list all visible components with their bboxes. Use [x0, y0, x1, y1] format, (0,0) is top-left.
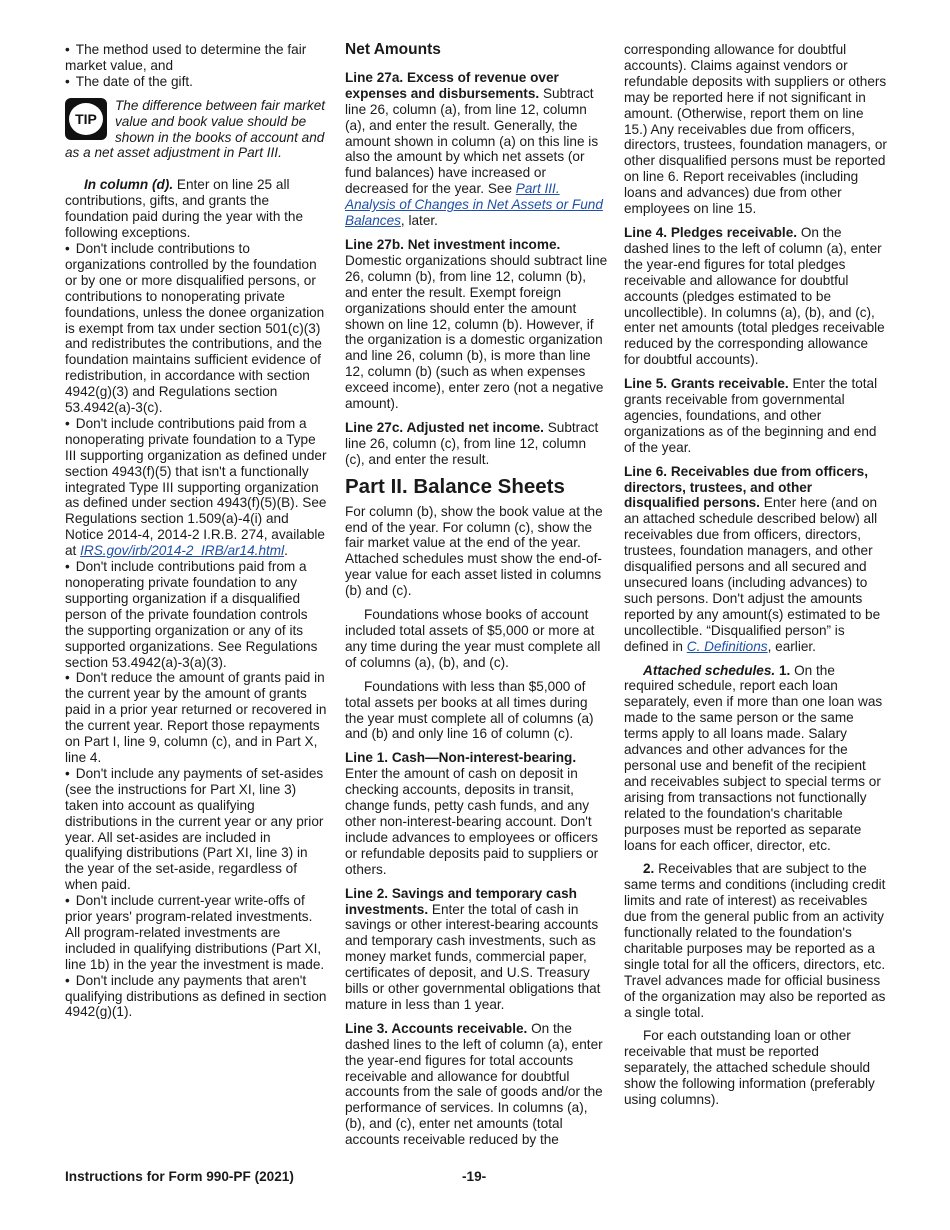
line-27c-paragraph — [345, 420, 608, 468]
attached-schedules-label: Attached schedules. — [643, 662, 776, 678]
line-27c-heading: Line 27c. Adjusted net income. — [345, 419, 544, 435]
exception-item: • Don't include any payments that aren't qualifying distributions as defined in section 4942(g)(1). — [65, 973, 327, 1021]
definitions-link[interactable]: C. Definitions — [686, 638, 768, 654]
exception-text: Don't include contributions paid from a nonoperating private foundation to a Type III supporting organization as defined under section 4943(f)(5) that isn't a functionally integrated Type III supporting organization as defined under section 4943(f)(5)(B). See Regulations section 1.509(a)-4(i) and Notice 2014-4, 2014-2 I.R.B. 274, available at — [65, 415, 327, 559]
line-5-paragraph — [624, 376, 887, 456]
line-6-after: , earlier. — [767, 638, 816, 654]
attached-schedules-paragraph — [624, 663, 887, 854]
line-4-heading: Line 4. Pledges receivable. — [624, 224, 798, 240]
line-27b-paragraph — [345, 237, 608, 412]
line-27a-after: , later. — [400, 213, 438, 229]
line-27a-paragraph — [345, 70, 608, 229]
net-amounts-heading: Net Amounts — [345, 41, 441, 58]
item-number: 2. — [643, 861, 655, 877]
part-iii-link[interactable]: Part III. Analysis of Changes in Net Assets or Fund Balances — [345, 181, 603, 229]
line-4-paragraph — [624, 225, 887, 368]
line-27b-text: Domestic organizations should subtract line 26, column (b), from line 12, column (b), and enter the result. Exempt foreign organizations should enter the amount shown on line 12, column (b). However, if the organization is a domestic organization and line 26, column (b), is more than line 12, column (b) (such as when expenses exceed income), enter zero (not a negative amount). — [345, 252, 608, 412]
line-27c-text: Subtract line 26, column (c), from line 12, column (c), and enter the result. — [345, 419, 599, 467]
line-6-heading: Line 6. Receivables due from officers, directors, trustees, and other disqualified persons. — [624, 463, 869, 511]
irs-notice-link[interactable]: IRS.gov/irb/2014-2_IRB/ar14.html — [80, 543, 285, 559]
attached-schedules-paragraph-2 — [624, 861, 887, 1020]
exception-item: • Don't include contributions paid from a nonoperating private foundation to a Type III supporting organization as defined under section 4943(f)(5) that isn't a functionally integrated Type III supporting organization as defined under section 4943(f)(5)(B). See Regulations section 1.509(a)-4(i) and Notice 2014-4, 2014-2 I.R.B. 274, available at IRS.gov/irb/2014-2_IRB/ar14.html. — [65, 416, 327, 559]
tip-label: TIP — [69, 103, 103, 135]
bullet-item: • The method used to determine the fair market value, and — [65, 42, 327, 74]
exception-item: • Don't reduce the amount of grants paid in the current year by the amount of grants paid in a prior year returned or recovered in the current year. Report those repayments on Part I, line 9, column (c), and in Part X, line 4. — [65, 670, 327, 765]
attached-schedules-text: Receivables that are subject to the same terms and conditions (including credit limits and rate of interest) as receivables due from the general public from an activity functionally related to the foundation's charitable purposes may be reported as a single total for all the officers, directors, etc. Travel advances made for official business of the organization may also be reported as a single total. — [624, 861, 886, 1020]
line-6-text: Enter here (and on an attached schedule described below) all receivables due from officers, directors, trustees, foundation managers, and other disqualified persons and all secured and unsecured loans (including advances) to such persons. Don't adjust the amounts reported by any amount(s) estimated to be uncollectible. “Disqualified person” is defined in — [624, 495, 881, 654]
column-d-label: In column (d). — [84, 177, 174, 193]
line-27a-text: Subtract line 26, column (a), from line 12, column (a), and enter the result. Generally, the amount shown in column (a) on this line is also the amount by which net assets (or fund balances) have increased or decreased for the year. See — [345, 85, 599, 197]
line-6-paragraph — [624, 464, 887, 655]
part-ii-paragraph: For column (b), show the book value at the end of the year. For column (c), show the fair market value at the end of the year. Attached schedules must show the end-of-year value for each asset listed in columns (b) and (c). — [345, 503, 603, 599]
exception-item: • Don't include current-year write-offs of prior years' program-related investments. All program-related investments are included in qualifying distributions (Part XI, line 1b) in the year the investment is made. — [65, 893, 327, 973]
exception-item: • Don't include any payments of set-asides (see the instructions for Part XI, line 3) taken into account as qualifying distributions in the current year or any prior year. All set-asides are included in qualifying distributions (Part XI, line 3) in the year of the set-aside, regardless of when paid. — [65, 766, 327, 893]
line-27b-heading: Line 27b. Net investment income. — [345, 236, 561, 252]
item-number: 1. — [778, 662, 791, 678]
line-1-heading: Line 1. Cash—Non-interest-bearing. — [345, 750, 577, 766]
part-ii-paragraph: Foundations whose books of account included total assets of $5,000 or more at any time during the year must complete all of columns (a), (b), and (c). — [345, 607, 601, 670]
exception-item: • Don't include contributions to organizations controlled by the foundation or by one or more disqualified persons, or contributions to nonoperating private foundations, unless the donee organization is exempt from tax under section 501(c)(3) and redistributes the contributions, and the foundation maintains sufficient evidence of redistribution, in accordance with section 4942(g)(3) and Regulations section 53.4942(a)-3(c). — [65, 241, 327, 416]
line-3-continued: corresponding allowance for doubtful accounts). Claims against vendors or refundable deposits with suppliers or others may be reported here if not significant in amount. (Otherwise, report them on line 15.) Any receivables due from officers, directors, trustees, foundation managers, or other disqualified persons must be reported on line 6. Report receivables (including loans and advances) due from other employees on line 15. — [624, 42, 887, 217]
column-middle — [345, 42, 608, 1156]
part-ii-paragraph: Foundations with less than $5,000 of total assets per books at all times during the year must complete all of columns (a) and (b) and only line 16 of column (c). — [345, 678, 594, 742]
part-ii-heading: Part II. Balance Sheets — [345, 474, 565, 498]
column-d-paragraph — [65, 177, 327, 241]
final-paragraph: For each outstanding loan or other receivable that must be reported separately, the attached schedule should show the following information (preferably using columns). — [624, 1028, 875, 1108]
tip-text: The difference between fair market value and book value should be shown in the books of account and as a net asset adjustment in Part III. — [65, 97, 326, 161]
line-27a-heading: Line 27a. Excess of revenue over expenses and disbursements. — [345, 69, 559, 101]
column-right — [624, 42, 887, 1116]
line-2-text: Enter the total of cash in savings or other interest-bearing accounts and temporary cash investments, such as money market funds, commercial paper, certificates of deposit, and U.S. Treasury bills or other governmental obligations that mature in less than 1 year. — [345, 901, 601, 1012]
bullet-item: • The date of the gift. — [65, 74, 327, 90]
tip-box — [65, 98, 327, 162]
line-2-heading: Line 2. Savings and temporary cash investments. — [345, 885, 577, 917]
form-title: Instructions for Form 990-PF (2021) — [65, 1169, 294, 1184]
page-number: -19- — [462, 1169, 487, 1184]
line-4-text: On the dashed lines to the left of column (a), enter the year-end figures for total pledges receivable and allowance for doubtful accounts (pledges estimated to be uncollectible). In columns (a), (b), and (c), enter net amounts (total pledges receivable reduced by the corresponding allowance for doubtful accounts). — [624, 224, 885, 368]
tip-icon — [65, 98, 107, 140]
attached-schedules-text: On the required schedule, report each loan separately, even if more than one loan was made to the same person or the same terms apply to all loans made. Salary advances and other advances for the personal use and benefit of the recipient and receivables subject to special terms or arising from transactions not functionally related to the foundation's charitable purposes must be reported as separate loans for each officer, director, etc. — [624, 662, 883, 853]
exception-item: • Don't include contributions paid from a nonoperating private foundation to any supporting organization if a disqualified person of the private foundation controls the supporting organization or any of its supported organizations. See Regulations section 53.4942(a)-3(a)(3). — [65, 559, 327, 670]
line-1-text: Enter the amount of cash on deposit in checking accounts, deposits in transit, change funds, petty cash funds, and any other non-interest-bearing account. Don't include advances to employees or officers or refundable deposits paid to suppliers or others. — [345, 766, 599, 877]
line-3-text: On the dashed lines to the left of column (a), enter the year-end figures for total accounts receivable and allowance for doubtful accounts from the sale of goods and/or the performance of services. In columns (a), (b), and (c), enter net amounts (total accounts receivable reduced by the — [345, 1020, 603, 1148]
line-1-paragraph — [345, 750, 608, 877]
line-3-paragraph — [345, 1021, 608, 1148]
line-2-paragraph — [345, 886, 608, 1013]
column-d-text: Enter on line 25 all contributions, gifts, and grants the foundation paid during the year with the following exceptions. — [65, 177, 304, 241]
column-left — [65, 42, 327, 1020]
line-3-heading: Line 3. Accounts receivable. — [345, 1020, 528, 1036]
line-5-text: Enter the total grants receivable from governmental agencies, foundations, and other organizations as of the beginning and end of the year. — [624, 376, 878, 455]
line-5-heading: Line 5. Grants receivable. — [624, 376, 789, 392]
